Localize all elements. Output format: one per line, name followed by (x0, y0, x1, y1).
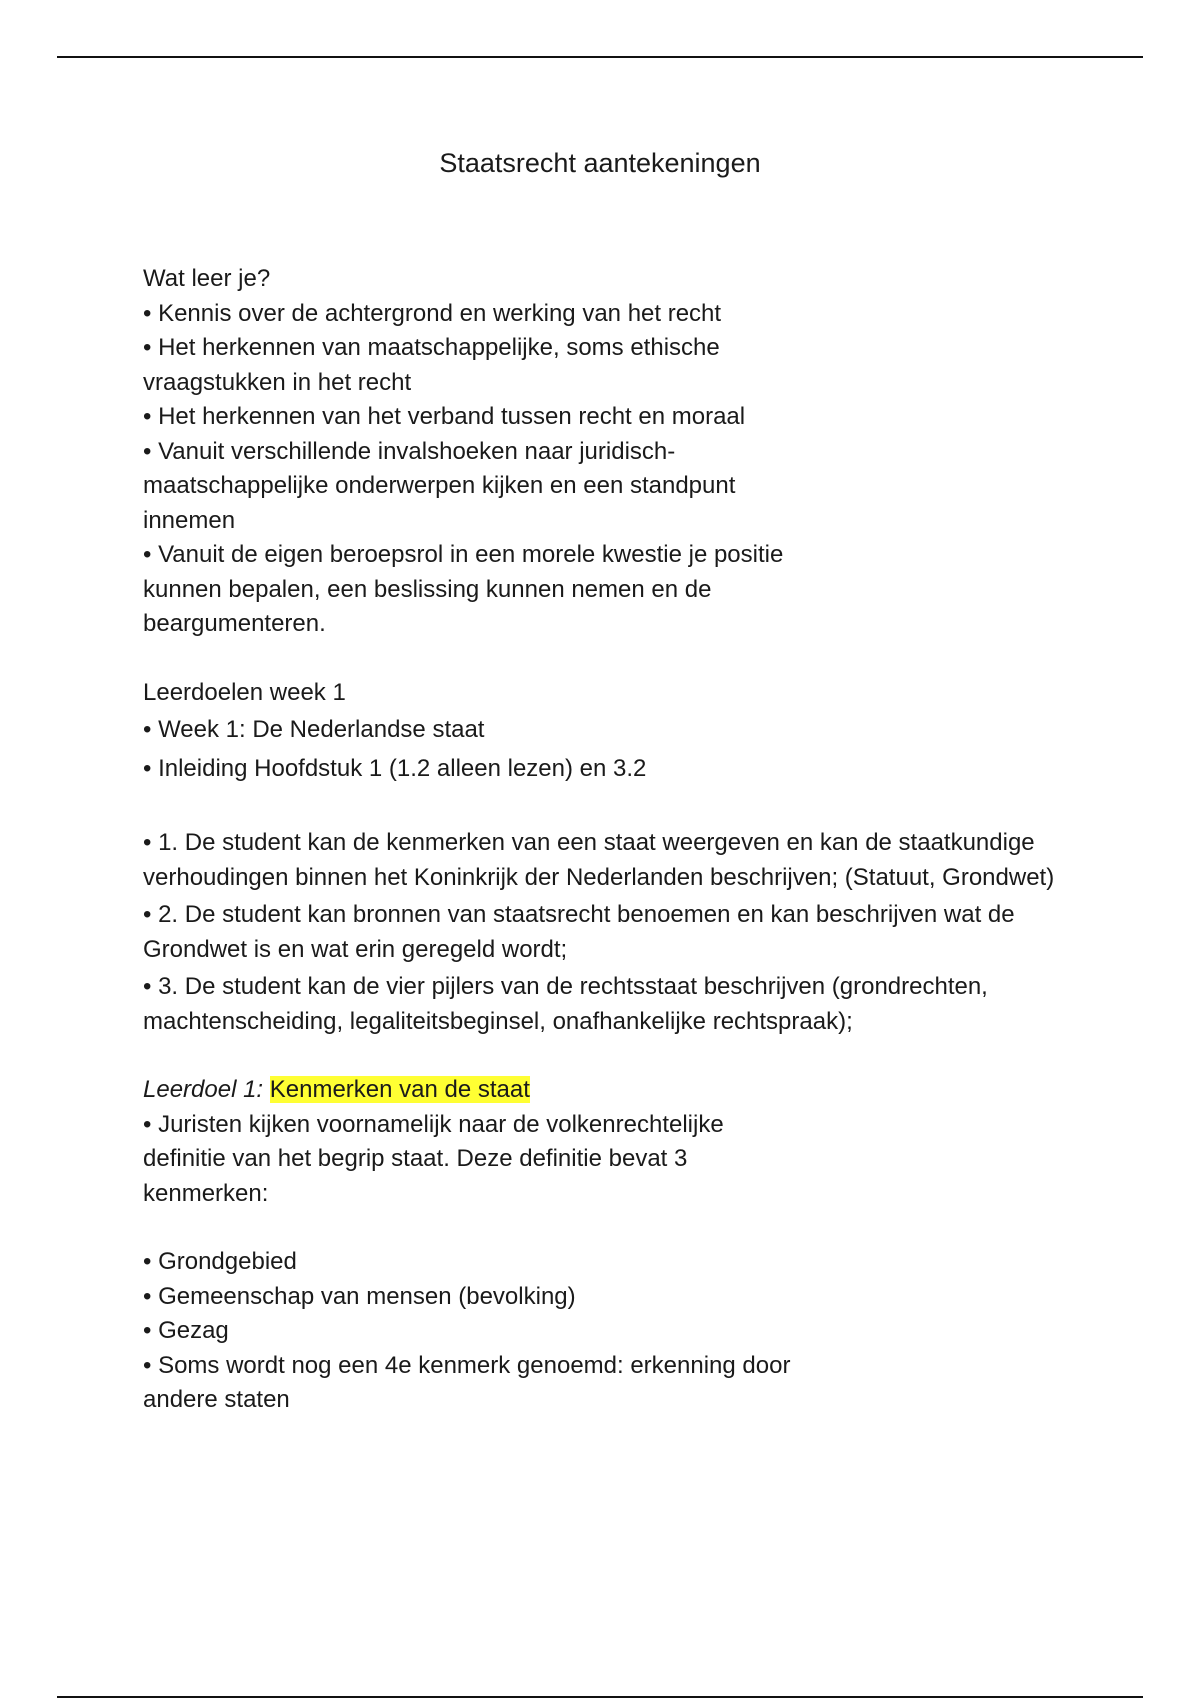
goal-item: • 1. De student kan de kenmerken van een staat weergeven en kan de staatkundige verhoudingen binnen het Koninkrijk der Nederlanden beschrijven; (Statuut, Grondwet) (143, 829, 1055, 891)
week-section (143, 676, 1103, 789)
goals-section (143, 826, 1103, 1039)
intro-section (143, 262, 883, 642)
intro-bullet: • Het herkennen van maatschappelijke, soms ethische vraagstukken in het recht (143, 334, 720, 396)
kenmerken-list (143, 1245, 883, 1418)
week-heading: Leerdoelen week 1 (143, 678, 346, 706)
bottom-rule (57, 1696, 1143, 1698)
document-body (143, 262, 1103, 1418)
intro-bullet: • Het herkennen van het verband tussen recht en moraal (143, 403, 746, 430)
intro-bullet: • Kennis over de achtergrond en werking van het recht (143, 299, 722, 327)
week-bullet: • Inleiding Hoofdstuk 1 (1.2 alleen lezen) en 3.2 (143, 755, 647, 782)
intro-heading: Wat leer je? (143, 265, 271, 292)
intro-bullet: • Vanuit de eigen beroepsrol in een morele kwestie je positie kunnen bepalen, een beslissing kunnen nemen en de beargumenteren. (143, 541, 784, 637)
kenmerk-item: • Gemeenschap van mensen (bevolking) (143, 1282, 576, 1310)
document-title: Staatsrecht aantekeningen (439, 148, 761, 178)
kenmerk-item: • Soms wordt nog een 4e kenmerk genoemd: erkenning door andere staten (143, 1351, 791, 1413)
leerdoel1-highlight: Kenmerken van de staat (269, 1076, 530, 1103)
kenmerk-item: • Gezag (143, 1317, 229, 1344)
leerdoel1-label: Leerdoel 1: (143, 1076, 264, 1103)
leerdoel1-intro: • Juristen kijken voornamelijk naar de volkenrechtelijke definitie van het begrip staat. Deze definitie bevat 3 kenmerken: (143, 1110, 724, 1207)
goal-item: • 3. De student kan de vier pijlers van de rechtsstaat beschrijven (grondrechten, machtenscheiding, legaliteitsbeginsel, onafhankelijke rechtspraak); (143, 973, 988, 1035)
leerdoel1-section (143, 1073, 883, 1418)
leerdoel1-heading (143, 1073, 883, 1108)
week-bullet: • Week 1: De Nederlandse staat (143, 716, 485, 743)
kenmerk-item: • Grondgebied (143, 1248, 297, 1275)
top-rule (57, 56, 1143, 58)
intro-bullet: • Vanuit verschillende invalshoeken naar juridisch-maatschappelijke onderwerpen kijken en een standpunt innemen (143, 437, 736, 534)
goal-item: • 2. De student kan bronnen van staatsrecht benoemen en kan beschrijven wat de Grondwet is en wat erin geregeld wordt; (143, 901, 1015, 963)
